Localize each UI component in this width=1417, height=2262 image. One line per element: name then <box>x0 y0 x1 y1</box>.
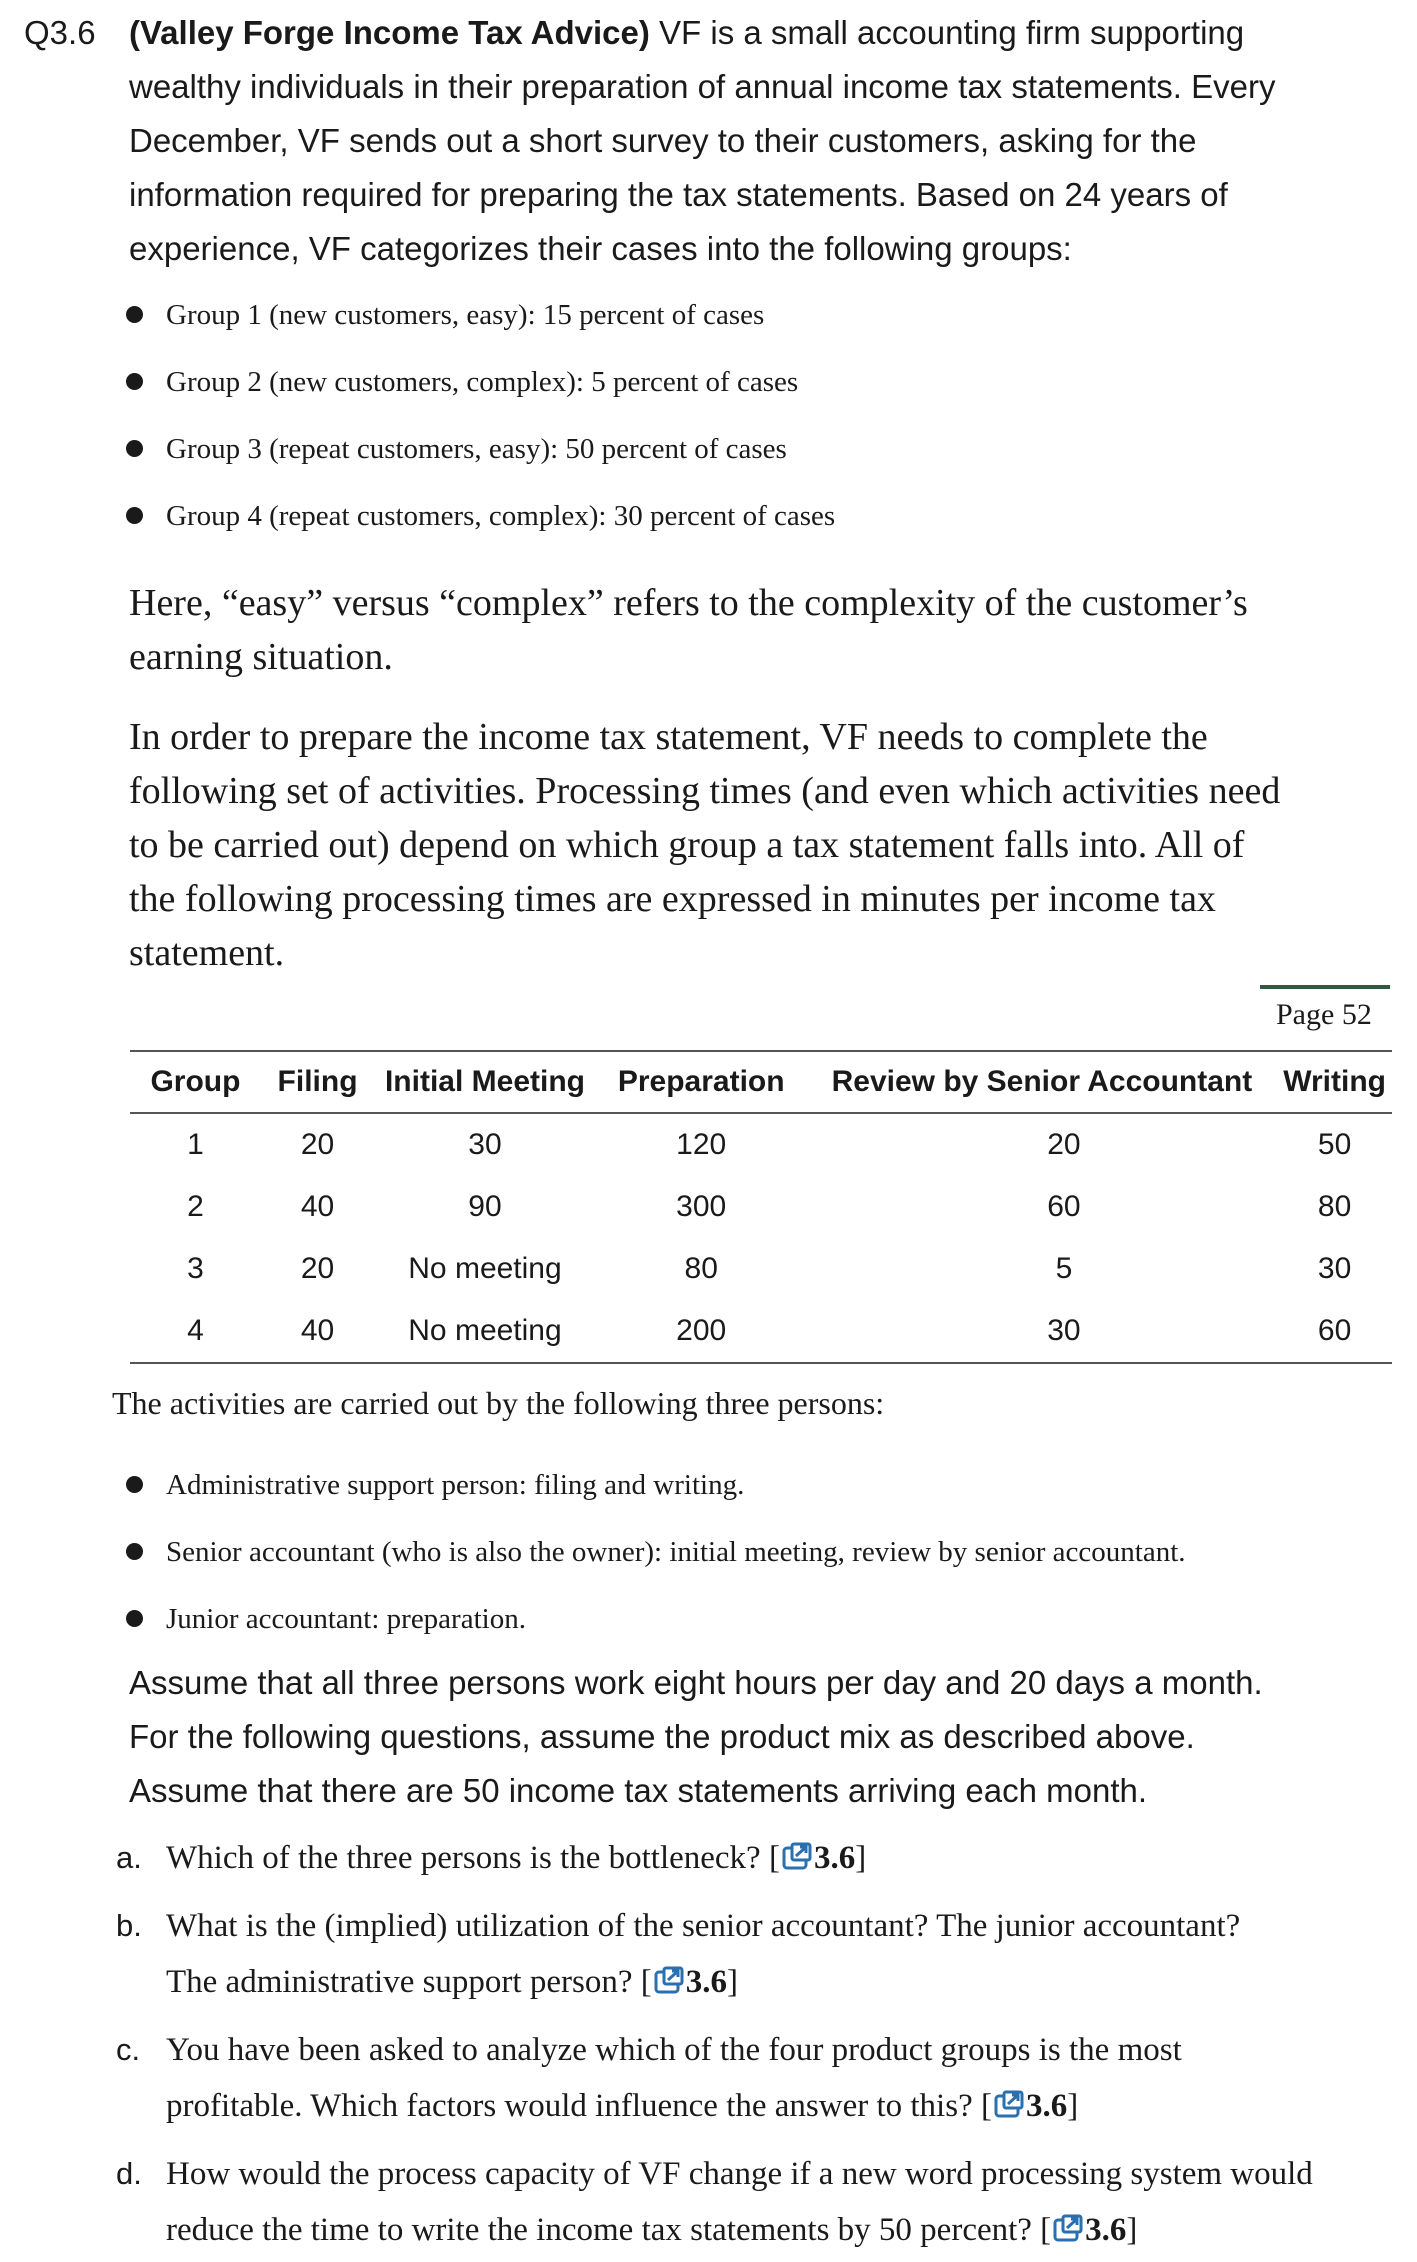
bullet-icon <box>126 373 143 390</box>
subquestion-b: b. What is the (implied) utilization of the senior accountant? The junior accountant? The administrative support person? [ 3.6] <box>116 1898 1396 2014</box>
persons-list <box>120 1462 1390 1663</box>
paragraph-easy-complex: Here, “easy” versus “complex” refers to the complexity of the customer’s earning situation. <box>129 582 1248 678</box>
question-number: Q3.6 <box>24 14 96 51</box>
column-header: Initial Meeting <box>374 1051 596 1113</box>
list-item: Group 1 (new customers, easy): 15 percent of cases <box>120 292 1390 359</box>
column-header: Filing <box>261 1051 374 1113</box>
table-row: 2 40 90 300 60 80 <box>187 1190 1352 1223</box>
section-reference[interactable]: 3.6 <box>685 1964 727 2000</box>
bullet-icon <box>126 440 143 457</box>
table-header-row <box>130 1051 1392 1113</box>
table-row: 1 20 30 120 20 50 <box>187 1128 1352 1161</box>
bullet-icon <box>126 1543 143 1560</box>
subquestion-letter: c. <box>116 2032 141 2067</box>
assumptions-paragraph: Assume that all three persons work eight hours per day and 20 days a month. For the following questions, assume the product mix as described above. Assume that there are 50 income tax statements arriving each month. <box>129 1664 1263 1809</box>
list-item: Group 4 (repeat customers, complex): 30 percent of cases <box>120 493 1390 560</box>
page-number: Page 52 <box>1276 998 1372 1031</box>
page-rule <box>1260 985 1390 989</box>
subquestions-list <box>116 1830 1396 2262</box>
subquestion-letter: d. <box>116 2156 142 2191</box>
paragraph-activities: In order to prepare the income tax statement, VF needs to complete the following set of activities. Processing times (and even which activities need to be carried out) depend on which group a tax statement falls into. All of the following processing times are expressed in minutes per income tax statement. <box>129 716 1281 974</box>
subquestion-letter: a. <box>116 1840 142 1875</box>
external-link-icon[interactable] <box>782 1834 812 1890</box>
bullet-icon <box>126 1610 143 1627</box>
section-reference[interactable]: 3.6 <box>1085 2212 1127 2248</box>
subquestion-letter: b. <box>116 1908 142 1943</box>
question-title: (Valley Forge Income Tax Advice) <box>129 14 650 51</box>
subquestion-d: d. How would the process capacity of VF change if a new word processing system would reduce the time to write the income tax statements by 50 percent? [ 3.6] <box>116 2146 1396 2262</box>
column-header: Review by Senior Accountant <box>807 1051 1278 1113</box>
section-reference[interactable]: 3.6 <box>1025 2088 1068 2124</box>
intro-line: information required for preparing the tax statements. Based on 24 years of <box>129 176 1228 213</box>
list-item: Administrative support person: filing and writing. <box>120 1462 1390 1529</box>
intro-line: experience, VF categorizes their cases into the following groups: <box>129 230 1072 267</box>
table-row: 3 20 No meeting 80 5 30 <box>187 1252 1352 1285</box>
list-item: Group 2 (new customers, complex): 5 percent of cases <box>120 359 1390 426</box>
list-item: Group 3 (repeat customers, easy): 50 percent of cases <box>120 426 1390 493</box>
groups-list <box>120 292 1390 560</box>
subquestion-a: a. Which of the three persons is the bottleneck? [ 3.6] <box>116 1830 1396 1890</box>
column-header: Writing <box>1277 1051 1392 1113</box>
subquestion-c: c. You have been asked to analyze which of the four product groups is the most profitable. Which factors would influence the answer to this? [ 3.6] <box>116 2022 1396 2138</box>
external-link-icon[interactable] <box>654 1958 684 2014</box>
persons-intro: The activities are carried out by the following three persons: <box>112 1385 885 1421</box>
intro-line: wealthy individuals in their preparation of annual income tax statements. Every <box>129 68 1276 105</box>
intro-line: VF is a small accounting firm supporting <box>649 14 1245 51</box>
intro-line: December, VF sends out a short survey to their customers, asking for the <box>129 122 1197 159</box>
list-item: Senior accountant (who is also the owner): initial meeting, review by senior accountant. <box>120 1529 1390 1596</box>
section-reference[interactable]: 3.6 <box>813 1840 856 1876</box>
bullet-icon <box>126 1476 143 1493</box>
bullet-icon <box>126 507 143 524</box>
external-link-icon[interactable] <box>994 2082 1024 2138</box>
column-header: Group <box>130 1051 261 1113</box>
bullet-icon <box>126 306 143 323</box>
list-item: Junior accountant: preparation. <box>120 1596 1390 1663</box>
question-intro <box>129 6 1394 276</box>
external-link-icon[interactable] <box>1053 2206 1083 2262</box>
table-row: 4 40 No meeting 200 30 60 <box>130 1300 1392 1363</box>
question-header <box>24 6 1394 276</box>
column-header: Preparation <box>596 1051 807 1113</box>
processing-times-table <box>130 1050 1392 1364</box>
